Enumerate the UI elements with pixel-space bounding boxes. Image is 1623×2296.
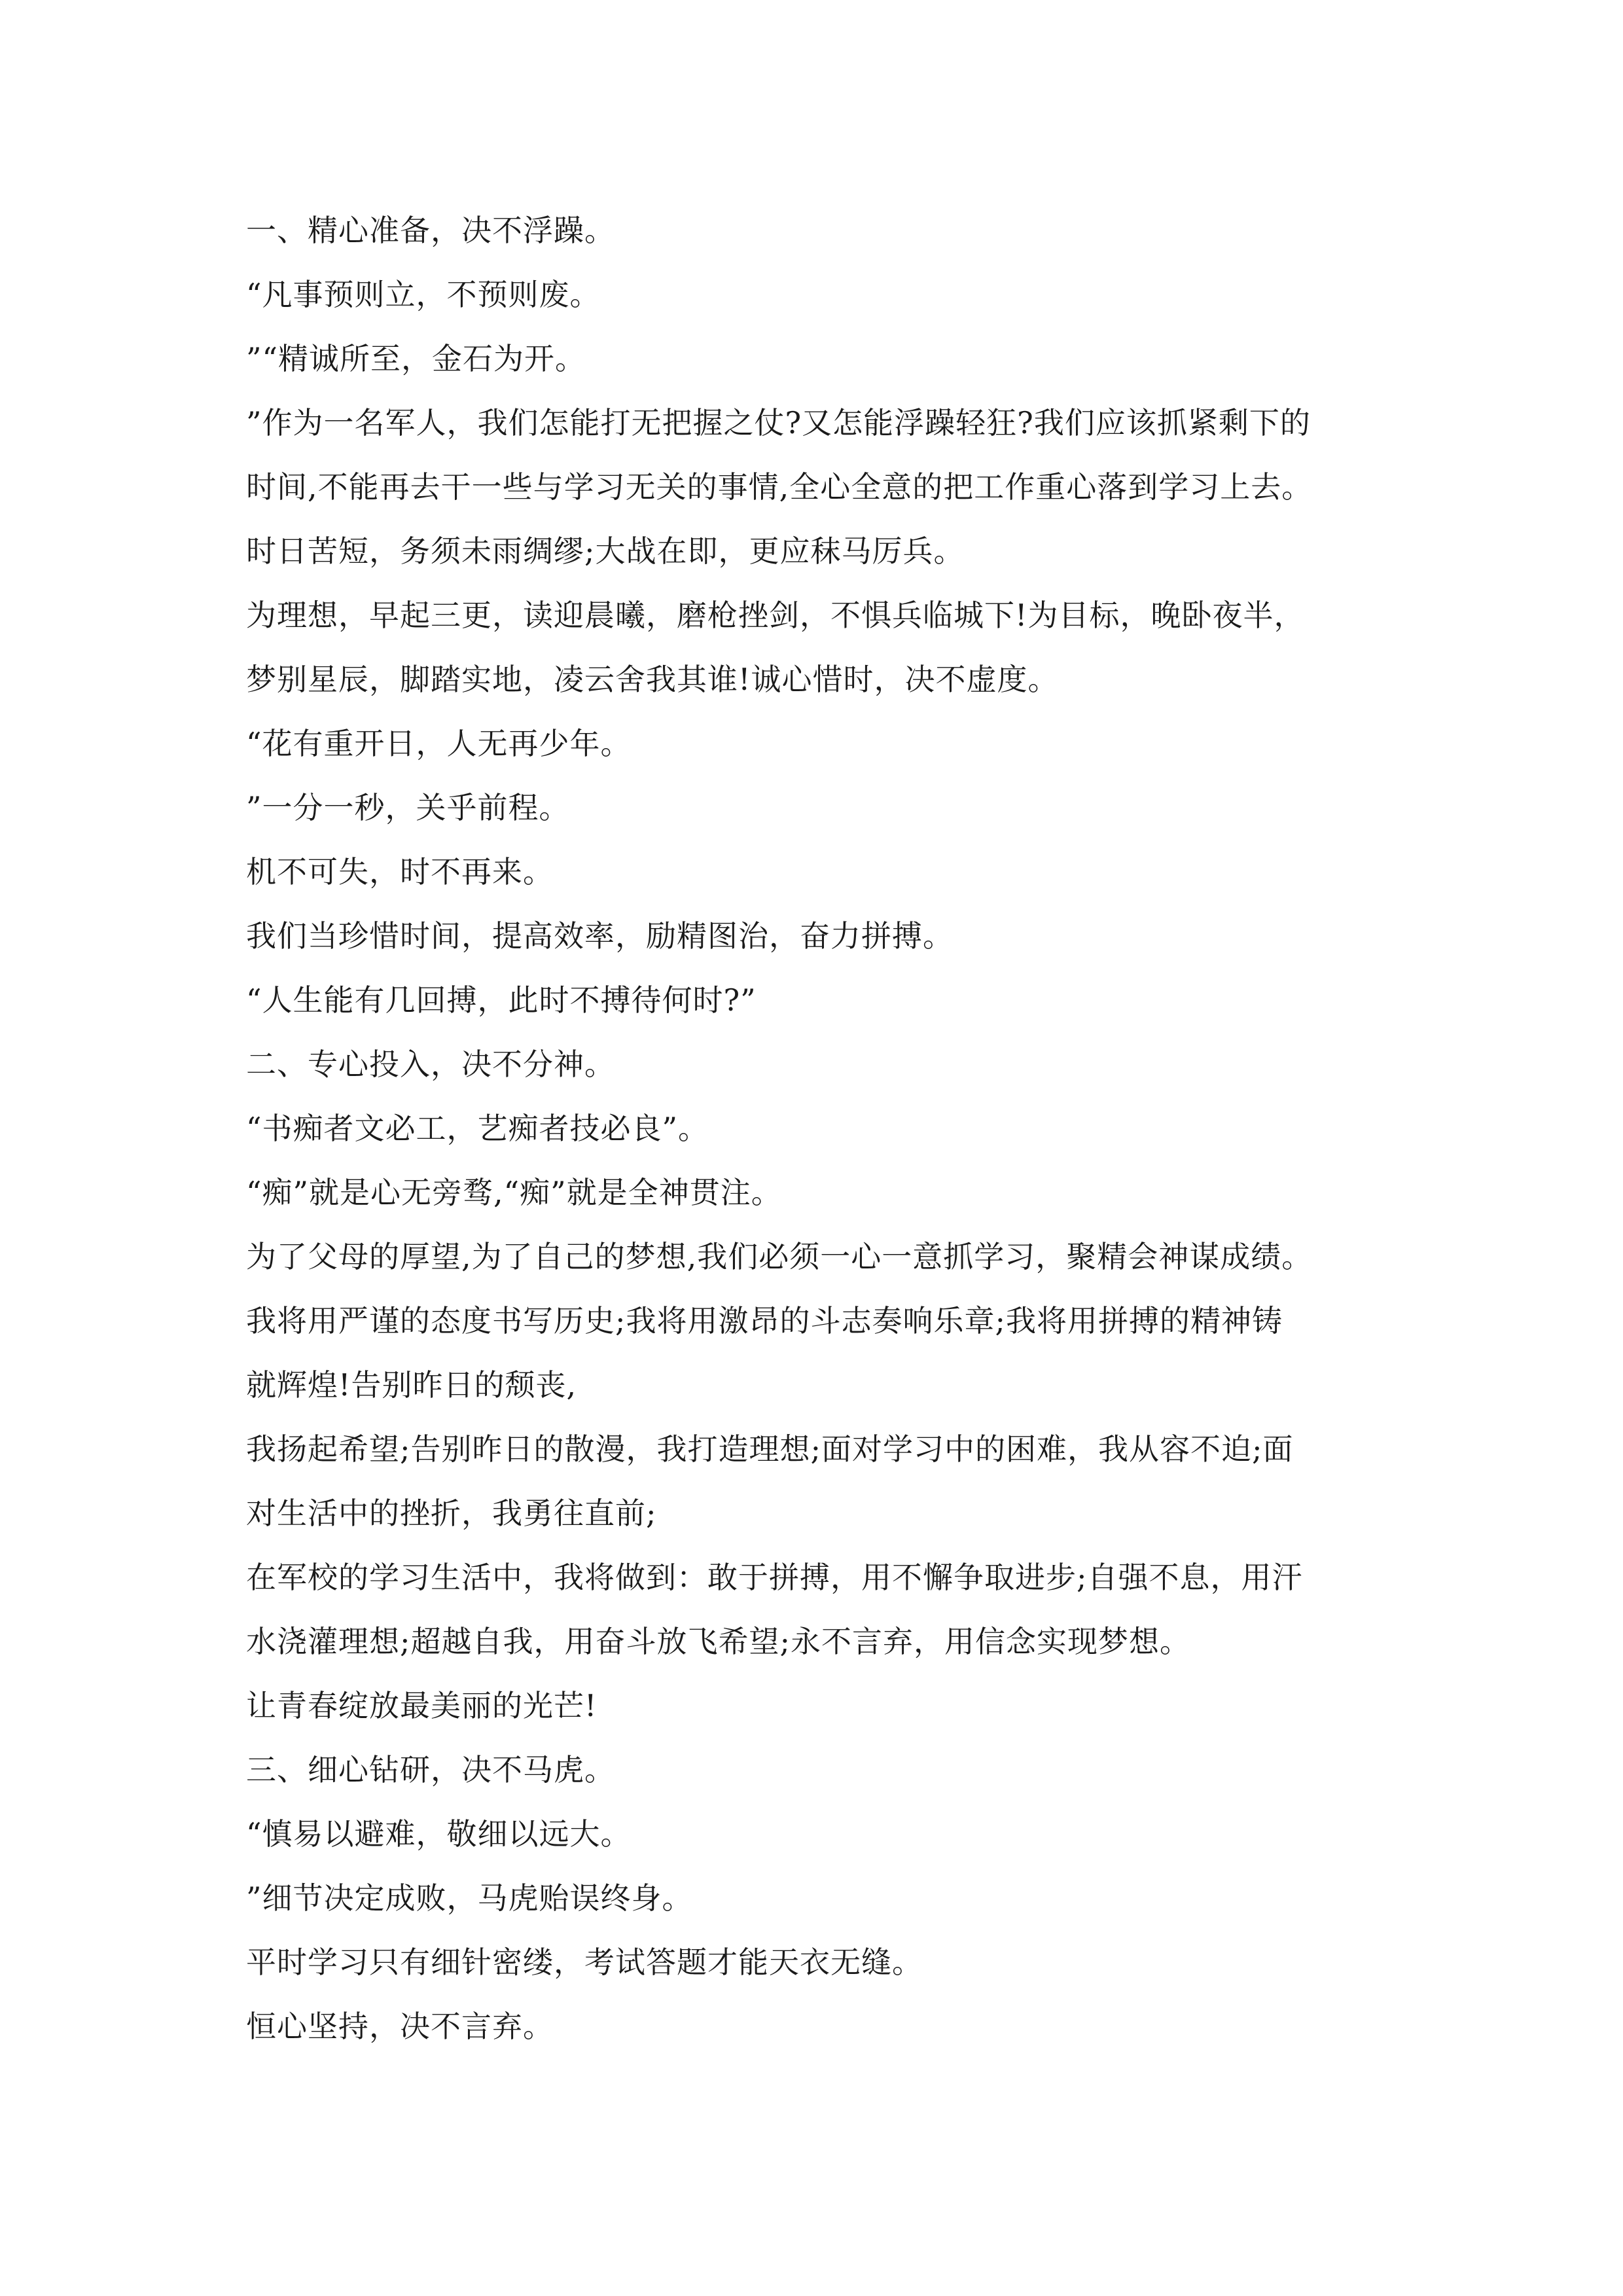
text-line: ”一分一秒，关乎前程。 [246,790,570,825]
text-line: “慎易以避难，敬细以远大。 [246,1816,632,1852]
text-line: 二、专心投入，决不分神。 [246,1047,615,1082]
text-line: 时间,不能再去干一些与学习无关的事情,全心全意的把工作重心落到学习上去。 [246,469,1313,505]
text-line: 为理想，早起三更，读迎晨曦，磨枪挫剑，不惧兵临城下!为目标，晚卧夜半， [246,598,1305,633]
text-line: ”“精诚所至，金石为开。 [246,341,586,376]
text-line: 平时学习只有细针密缕，考试答题才能天衣无缝。 [246,1945,923,1980]
text-line: “凡事预则立，不预则废。 [246,277,601,312]
text-line: 让青春绽放最美丽的光芒! [246,1688,597,1723]
text-line: 一、精心准备，决不浮躁。 [246,213,615,248]
text-line: 机不可失，时不再来。 [246,854,554,889]
text-line: 三、细心钻研，决不马虎。 [246,1752,615,1787]
text-line: ”作为一名军人，我们怎能打无把握之仗?又怎能浮躁轻狂?我们应该抓紧剩下的 [246,405,1311,440]
text-line: “花有重开日，人无再少年。 [246,726,632,761]
text-line: 时日苦短，务须未雨绸缪;大战在即，更应秣马厉兵。 [246,533,965,569]
text-line: “痴”就是心无旁骛,“痴”就是全神贯注。 [246,1175,782,1210]
text-line: “书痴者文必工，艺痴者技必良”。 [246,1111,709,1146]
document-body [246,198,1391,2058]
text-line: 我扬起希望;告别昨日的散漫，我打造理想;面对学习中的困难，我从容不迫;面 [246,1431,1294,1467]
text-line: ”细节决定成败，马虎贻误终身。 [246,1880,693,1916]
text-line: 就辉煌!告别昨日的颓丧, [246,1367,577,1403]
text-line: 梦别星辰，脚踏实地，凌云舍我其谁!诚心惜时，决不虚度。 [246,662,1059,697]
text-line: 水浇灌理想;超越自我，用奋斗放飞希望;永不言弃，用信念实现梦想。 [246,1624,1190,1659]
text-line: 对生活中的挫折，我勇往直前; [246,1496,657,1531]
text-line: “人生能有几回搏，此时不搏待何时?” [246,982,757,1018]
text-line: 在军校的学习生活中，我将做到：敢于拼搏，用不懈争取进步;自强不息，用汗 [246,1560,1303,1595]
text-line: 我们当珍惜时间，提高效率，励精图治，奋力拼搏。 [246,918,954,954]
text-line: 我将用严谨的态度书写历史;我将用激昂的斗志奏响乐章;我将用拼搏的精神铸 [246,1303,1283,1338]
text-line: 为了父母的厚望,为了自己的梦想,我们必须一心一意抓学习，聚精会神谋成绩。 [246,1239,1313,1274]
text-line: 恒心坚持，决不言弃。 [246,2009,554,2044]
